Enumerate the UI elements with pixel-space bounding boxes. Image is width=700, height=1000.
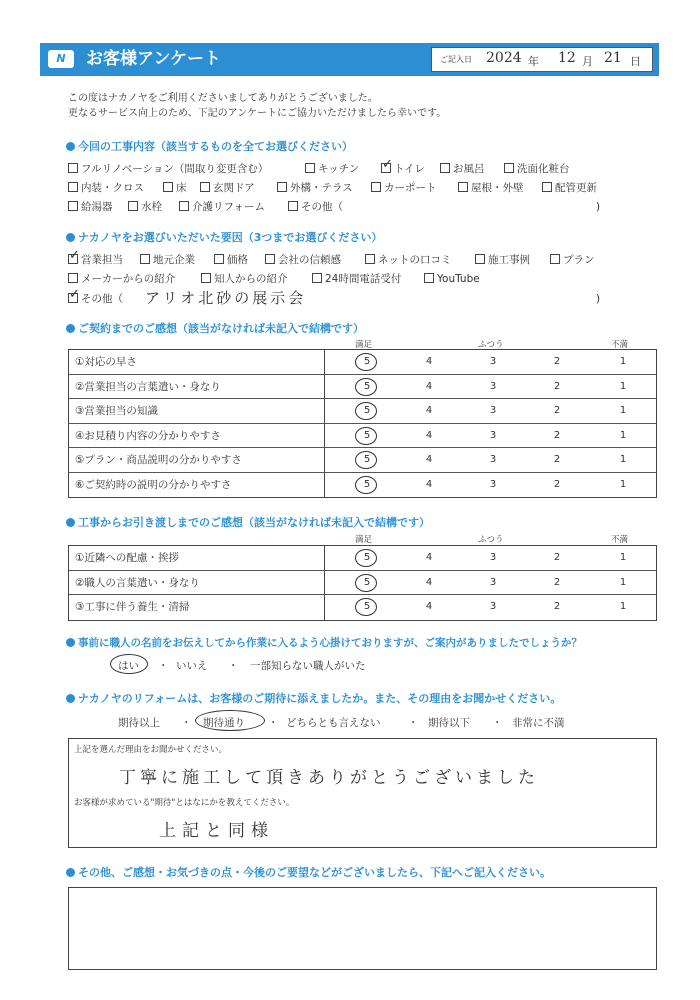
- q2-option[interactable]: 24時間電話受付: [312, 272, 401, 286]
- q7-title: その他、ご感想・お気づきの点・今後のご要望などがございましたら、下記へご記入ください。: [78, 866, 551, 879]
- separator: ・: [492, 717, 503, 729]
- q2-option-checked[interactable]: ✓営業担当: [68, 253, 123, 267]
- table-row: [69, 546, 656, 571]
- checkbox-checked[interactable]: [68, 254, 78, 264]
- bullet-icon: [66, 518, 75, 527]
- rating-label: ①近隣への配慮・挨拶: [69, 546, 325, 570]
- score-5[interactable]: 5: [363, 478, 371, 490]
- score-4[interactable]: 4: [425, 405, 433, 416]
- scale-label-low: 不満: [611, 535, 629, 545]
- q1-title: 今回の工事内容（該当するものを全てお選びください）: [78, 140, 353, 153]
- q2-option[interactable]: 施工事例: [475, 253, 530, 267]
- score-5[interactable]: 5: [363, 405, 371, 416]
- score-2[interactable]: 2: [553, 552, 561, 563]
- score-3[interactable]: 3: [489, 405, 497, 416]
- rating-label: ⑤プラン・商品説明の分かりやすさ: [69, 448, 325, 472]
- table-row: [69, 424, 656, 449]
- q6-heading: [66, 692, 561, 706]
- q1-option[interactable]: 配管更新: [542, 181, 597, 195]
- q3-title: ご契約までのご感想（該当がなければ未記入で結構です）: [78, 322, 364, 335]
- table-row: [69, 595, 656, 620]
- q1-option[interactable]: キッチン: [305, 162, 359, 176]
- checkbox-checked[interactable]: [381, 163, 391, 173]
- checkbox[interactable]: [68, 163, 78, 173]
- table-row: [69, 473, 656, 498]
- bullet-icon: [66, 324, 75, 333]
- expect-label: お客様が求めている"期待"とはなにかを教えてください。: [74, 798, 295, 808]
- checkbox[interactable]: [68, 182, 78, 192]
- score-3[interactable]: 3: [489, 552, 497, 563]
- score-3[interactable]: 3: [489, 454, 497, 465]
- checkbox[interactable]: [128, 201, 138, 211]
- scale-label-high: 満足: [355, 340, 373, 350]
- score-3[interactable]: 3: [489, 380, 497, 392]
- score-1[interactable]: 1: [619, 454, 627, 465]
- score-5[interactable]: 5: [363, 576, 371, 588]
- q1-option[interactable]: 屋根・外壁: [458, 181, 524, 195]
- checkbox[interactable]: [365, 254, 375, 264]
- q2-option-other-checked[interactable]: ✓その他（: [68, 292, 123, 306]
- checkbox[interactable]: [371, 182, 381, 192]
- rating-label: ④お見積り内容の分かりやすさ: [69, 424, 325, 448]
- score-5[interactable]: 5: [363, 454, 371, 465]
- checkbox[interactable]: [288, 201, 298, 211]
- score-1[interactable]: 1: [619, 405, 627, 416]
- rating-label: ①対応の早さ: [69, 350, 325, 374]
- q1-option-other[interactable]: その他（: [288, 200, 343, 214]
- q5-option-partial[interactable]: 一部知らない職人がいた: [250, 660, 366, 672]
- q6-option-above[interactable]: 期待以上: [118, 717, 160, 729]
- date-day-unit: 日: [630, 55, 641, 68]
- q6-option-neutral[interactable]: どちらとも言えない: [286, 717, 381, 729]
- q2-heading: [66, 231, 382, 245]
- score-2[interactable]: 2: [553, 576, 561, 588]
- bullet-icon: [66, 233, 75, 242]
- checkbox-checked[interactable]: [68, 293, 78, 303]
- score-4[interactable]: 4: [425, 601, 433, 612]
- checkbox[interactable]: [504, 163, 514, 173]
- rating-label: ③営業担当の知識: [69, 399, 325, 423]
- score-2[interactable]: 2: [553, 454, 561, 465]
- header-bar: [40, 43, 659, 76]
- q1-option[interactable]: 介護リフォーム: [179, 200, 265, 214]
- score-1[interactable]: 1: [619, 356, 627, 367]
- score-5[interactable]: 5: [363, 429, 371, 441]
- checkbox[interactable]: [458, 182, 468, 192]
- q2-other-close: ): [596, 293, 601, 305]
- rating-label: ⑥ご契約時の説明の分かりやすさ: [69, 473, 325, 498]
- q2-title: ナカノヤをお選びいただいた要因（3つまでお選びください）: [78, 231, 383, 244]
- checkbox[interactable]: [265, 254, 275, 264]
- score-4[interactable]: 4: [425, 356, 433, 367]
- score-3[interactable]: 3: [489, 478, 497, 490]
- q2-option[interactable]: 地元企業: [140, 253, 195, 267]
- expect-handwritten: 上記と同様: [159, 821, 274, 841]
- checkbox[interactable]: [163, 182, 173, 192]
- reason-label: 上記を選んだ理由をお聞かせください。: [74, 745, 228, 755]
- page-title: お客様アンケート: [86, 49, 221, 69]
- q6-option-very-dissatisfied[interactable]: 非常に不満: [512, 717, 565, 729]
- q1-option[interactable]: 玄関ドア: [200, 181, 255, 195]
- score-1[interactable]: 1: [619, 429, 627, 441]
- checkbox[interactable]: [140, 254, 150, 264]
- table-row: [69, 571, 656, 596]
- date-day: 21: [604, 50, 622, 66]
- checkbox[interactable]: [312, 273, 322, 283]
- date-label: ご記入日: [440, 55, 472, 64]
- reason-handwritten: 丁寧に施工して頂きありがとうございました: [119, 768, 539, 788]
- score-1[interactable]: 1: [619, 576, 627, 588]
- q5-option-yes[interactable]: はい: [118, 660, 139, 672]
- score-1[interactable]: 1: [619, 478, 627, 490]
- score-5[interactable]: 5: [363, 552, 371, 563]
- score-3[interactable]: 3: [489, 576, 497, 588]
- score-2[interactable]: 2: [553, 429, 561, 441]
- score-1[interactable]: 1: [619, 601, 627, 612]
- separator: ・: [268, 717, 279, 729]
- q1-option[interactable]: お風呂: [440, 162, 485, 176]
- bullet-icon: [66, 868, 75, 877]
- score-1[interactable]: 1: [619, 380, 627, 392]
- q1-option[interactable]: 洗面化粧台: [504, 162, 570, 176]
- q1-heading: [66, 140, 353, 154]
- q2-other-handwritten: アリオ北砂の展示会: [145, 289, 307, 307]
- intro-line-2: 更なるサービス向上のため、下記のアンケートにご協力いただけましたら幸いです。: [68, 108, 447, 119]
- q4-rating-table: [68, 545, 657, 621]
- score-4[interactable]: 4: [425, 454, 433, 465]
- date-month-unit: 月: [582, 55, 593, 68]
- separator: ・: [158, 660, 169, 672]
- q1-option[interactable]: 外構・テラス: [277, 181, 353, 195]
- checkbox[interactable]: [214, 254, 224, 264]
- q2-option[interactable]: 知人からの紹介: [201, 272, 288, 286]
- bullet-icon: [66, 638, 75, 647]
- score-2[interactable]: 2: [553, 478, 561, 490]
- bullet-icon: [66, 142, 75, 151]
- q6-reason-box[interactable]: [68, 738, 657, 848]
- checkbox[interactable]: [550, 254, 560, 264]
- q6-option-as-expected[interactable]: 期待通り: [203, 717, 245, 729]
- score-5[interactable]: 5: [363, 601, 371, 612]
- q6-title: ナカノヤのリフォームは、お客様のご期待に添えましたか。また、その理由をお聞かせください。: [78, 692, 562, 705]
- score-5[interactable]: 5: [363, 356, 371, 367]
- checkbox[interactable]: [440, 163, 450, 173]
- bullet-icon: [66, 694, 75, 703]
- scale-label-mid: ふつう: [478, 340, 504, 350]
- q2-option[interactable]: YouTube: [424, 272, 480, 286]
- score-2[interactable]: 2: [553, 356, 561, 367]
- score-4[interactable]: 4: [425, 429, 433, 441]
- q7-heading: [66, 866, 551, 880]
- score-3[interactable]: 3: [489, 601, 497, 612]
- checkbox[interactable]: [179, 201, 189, 211]
- company-logo: N: [48, 50, 74, 68]
- checkbox[interactable]: [305, 163, 315, 173]
- q2-option[interactable]: 会社の信頼感: [265, 253, 341, 267]
- score-1[interactable]: 1: [619, 552, 627, 563]
- date-month: 12: [558, 50, 576, 66]
- table-row: [69, 399, 656, 424]
- score-4[interactable]: 4: [425, 552, 433, 563]
- separator: ・: [228, 660, 239, 672]
- scale-label-low: 不満: [611, 340, 629, 350]
- score-3[interactable]: 3: [489, 356, 497, 367]
- checkbox[interactable]: [200, 182, 210, 192]
- intro-line-1: この度はナカノヤをご利用くださいましてありがとうございました。: [68, 93, 378, 104]
- date-field[interactable]: [431, 47, 653, 72]
- q1-option[interactable]: 水栓: [128, 200, 162, 214]
- q3-heading: [66, 322, 364, 336]
- q3-rating-table: [68, 349, 657, 498]
- score-4[interactable]: 4: [425, 576, 433, 588]
- q5-title: 事前に職人の名前をお伝えしてから作業に入るよう心掛けておりますが、ご案内がありましたでしょうか？: [78, 637, 582, 649]
- q1-other-close: ): [596, 201, 601, 213]
- checkbox[interactable]: [201, 273, 211, 283]
- q7-comment-box[interactable]: [68, 887, 657, 970]
- score-2[interactable]: 2: [553, 380, 561, 392]
- q1-option[interactable]: 床: [163, 181, 187, 195]
- q6-option-below[interactable]: 期待以下: [428, 717, 470, 729]
- q1-option-checked[interactable]: ✓ トイレ: [381, 162, 425, 176]
- q2-option[interactable]: ネットの口コミ: [365, 253, 452, 267]
- q1-option[interactable]: フルリノベーション（間取り変更含む）: [68, 162, 268, 176]
- scale-label-mid: ふつう: [478, 535, 504, 545]
- rating-label: ②職人の言葉遣い・身なり: [69, 571, 325, 595]
- q1-option[interactable]: 給湯器: [68, 200, 113, 214]
- rating-label: ③工事に伴う養生・清掃: [69, 595, 325, 620]
- score-4[interactable]: 4: [425, 478, 433, 490]
- score-2[interactable]: 2: [553, 405, 561, 416]
- scale-label-high: 満足: [355, 535, 373, 545]
- q2-option[interactable]: プラン: [550, 253, 595, 267]
- q4-title: 工事からお引き渡しまでのご感想（該当がなければ未記入で結構です）: [78, 516, 430, 529]
- q2-option[interactable]: 価格: [214, 253, 248, 267]
- separator: ・: [181, 717, 192, 729]
- table-row: [69, 448, 656, 473]
- checkbox[interactable]: [68, 201, 78, 211]
- checkbox[interactable]: [424, 273, 434, 283]
- q5-heading: [66, 636, 582, 650]
- rating-label: ②営業担当の言葉遣い・身なり: [69, 375, 325, 399]
- q2-option[interactable]: メーカーからの紹介: [68, 272, 175, 286]
- checkbox[interactable]: [542, 182, 552, 192]
- q1-option[interactable]: 内装・クロス: [68, 181, 144, 195]
- q1-option[interactable]: カーポート: [371, 181, 437, 195]
- score-3[interactable]: 3: [489, 429, 497, 441]
- score-5[interactable]: 5: [363, 380, 371, 392]
- score-4[interactable]: 4: [425, 380, 433, 392]
- q4-heading: [66, 516, 430, 530]
- table-row: [69, 375, 656, 400]
- checkbox[interactable]: [277, 182, 287, 192]
- table-row: [69, 350, 656, 375]
- date-year: 2024: [486, 50, 522, 66]
- q5-option-no[interactable]: いいえ: [176, 660, 208, 672]
- score-2[interactable]: 2: [553, 601, 561, 612]
- checkbox[interactable]: [475, 254, 485, 264]
- checkbox[interactable]: [68, 273, 78, 283]
- date-year-unit: 年: [528, 55, 539, 68]
- separator: ・: [408, 717, 419, 729]
